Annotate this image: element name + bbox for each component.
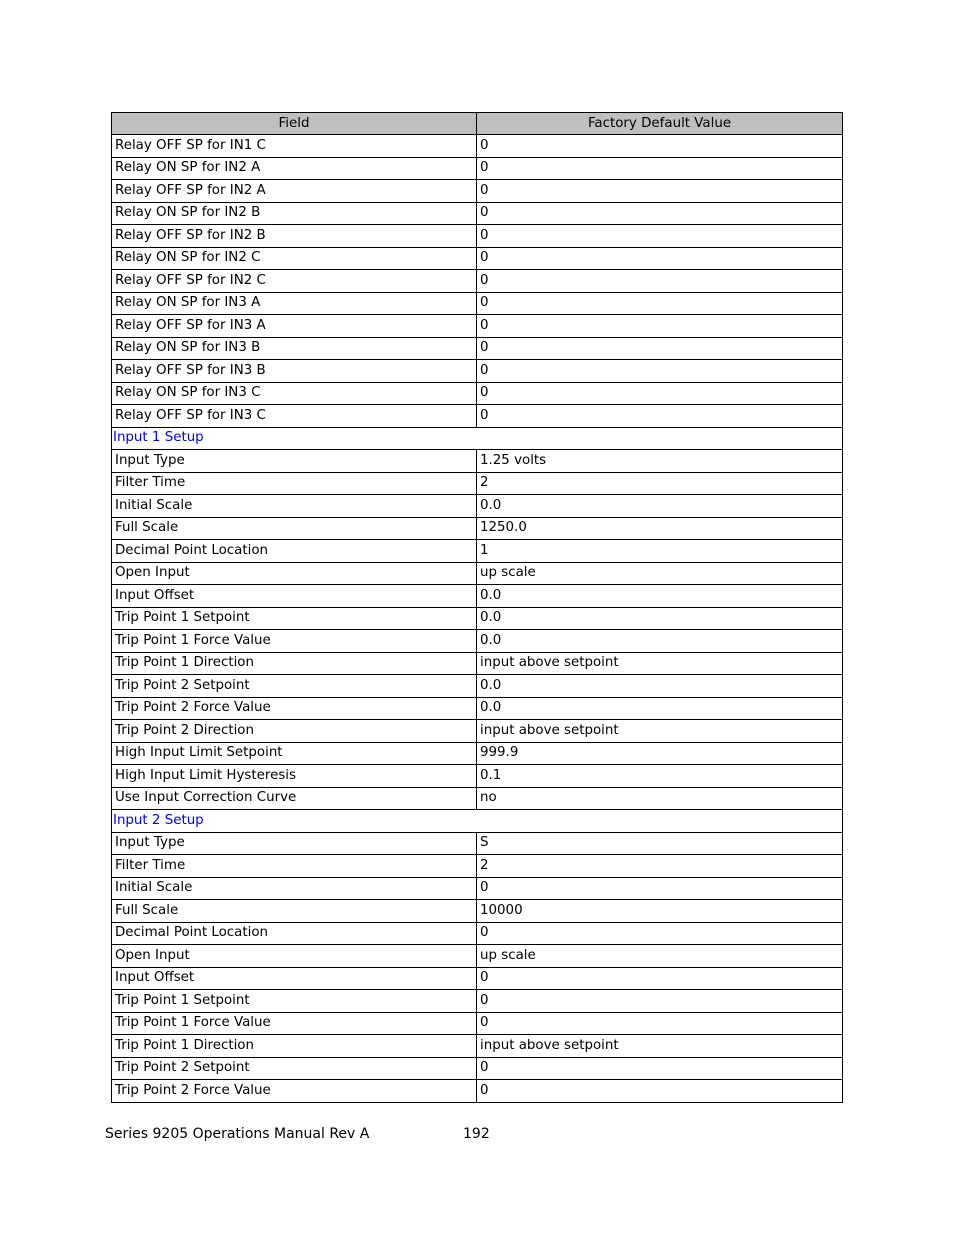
default-value-cell: 0 <box>477 1057 843 1080</box>
field-cell: Initial Scale <box>112 495 477 518</box>
table-row <box>112 652 843 675</box>
default-value-cell: no <box>477 787 843 810</box>
table-row <box>112 540 843 563</box>
default-value-cell: 0 <box>477 225 843 248</box>
default-value-cell: 0 <box>477 382 843 405</box>
column-header-field: Field <box>112 113 477 135</box>
field-cell: Use Input Correction Curve <box>112 787 477 810</box>
default-value-cell: 999.9 <box>477 742 843 765</box>
table-row <box>112 1012 843 1035</box>
field-cell: Relay OFF SP for IN3 C <box>112 405 477 428</box>
table-row <box>112 787 843 810</box>
table-row <box>112 202 843 225</box>
table-row <box>112 1080 843 1103</box>
field-cell: Filter Time <box>112 855 477 878</box>
table-row <box>112 337 843 360</box>
header-row <box>112 113 843 135</box>
field-cell: Trip Point 1 Setpoint <box>112 607 477 630</box>
section-header-row <box>112 810 843 833</box>
table-row <box>112 697 843 720</box>
default-value-cell: 0 <box>477 360 843 383</box>
field-cell: Trip Point 2 Force Value <box>112 1080 477 1103</box>
default-value-cell: 0 <box>477 337 843 360</box>
field-cell: Trip Point 2 Setpoint <box>112 675 477 698</box>
field-cell: Trip Point 2 Setpoint <box>112 1057 477 1080</box>
default-value-cell: 0.0 <box>477 675 843 698</box>
default-value-cell: up scale <box>477 562 843 585</box>
table-row <box>112 405 843 428</box>
table-row <box>112 360 843 383</box>
field-cell: Relay ON SP for IN3 A <box>112 292 477 315</box>
table-row <box>112 270 843 293</box>
table-header <box>112 113 843 135</box>
default-value-cell: 0 <box>477 1012 843 1035</box>
field-cell: High Input Limit Setpoint <box>112 742 477 765</box>
table-row <box>112 157 843 180</box>
field-cell: Trip Point 1 Force Value <box>112 1012 477 1035</box>
table-row <box>112 517 843 540</box>
table-row <box>112 607 843 630</box>
default-value-cell: 0 <box>477 315 843 338</box>
table-row <box>112 855 843 878</box>
default-value-cell: 0 <box>477 157 843 180</box>
default-value-cell: 1250.0 <box>477 517 843 540</box>
field-cell: Trip Point 1 Direction <box>112 652 477 675</box>
field-cell: Relay OFF SP for IN2 A <box>112 180 477 203</box>
field-cell: Input Offset <box>112 585 477 608</box>
field-cell: Filter Time <box>112 472 477 495</box>
field-cell: Open Input <box>112 562 477 585</box>
table-row <box>112 225 843 248</box>
default-value-cell: 10000 <box>477 900 843 923</box>
table-row <box>112 630 843 653</box>
field-cell: Full Scale <box>112 517 477 540</box>
field-cell: Trip Point 2 Direction <box>112 720 477 743</box>
default-value-cell: up scale <box>477 945 843 968</box>
field-cell: Relay OFF SP for IN2 B <box>112 225 477 248</box>
default-value-cell: 0 <box>477 877 843 900</box>
column-header-default-value: Factory Default Value <box>477 113 843 135</box>
section-title-link[interactable]: Input 2 Setup <box>112 810 843 833</box>
default-value-cell: 0 <box>477 202 843 225</box>
field-cell: High Input Limit Hysteresis <box>112 765 477 788</box>
table-row <box>112 472 843 495</box>
table-row <box>112 450 843 473</box>
default-value-cell: 0 <box>477 405 843 428</box>
table-row <box>112 382 843 405</box>
field-cell: Decimal Point Location <box>112 540 477 563</box>
table-body <box>112 135 843 1103</box>
table-row <box>112 562 843 585</box>
field-cell: Trip Point 2 Force Value <box>112 697 477 720</box>
section-title-link[interactable]: Input 1 Setup <box>112 427 843 450</box>
field-cell: Relay OFF SP for IN3 A <box>112 315 477 338</box>
field-cell: Trip Point 1 Direction <box>112 1035 477 1058</box>
table-row <box>112 495 843 518</box>
footer-page-number: 192 <box>463 1126 490 1142</box>
field-cell: Open Input <box>112 945 477 968</box>
default-value-cell: 0.0 <box>477 585 843 608</box>
default-value-cell: input above setpoint <box>477 652 843 675</box>
table-row <box>112 1057 843 1080</box>
default-value-cell: input above setpoint <box>477 720 843 743</box>
table-row <box>112 990 843 1013</box>
table-row <box>112 1035 843 1058</box>
factory-defaults-table <box>111 112 843 1103</box>
field-cell: Relay ON SP for IN2 C <box>112 247 477 270</box>
default-value-cell: S <box>477 832 843 855</box>
field-cell: Relay ON SP for IN3 C <box>112 382 477 405</box>
field-cell: Decimal Point Location <box>112 922 477 945</box>
table-row <box>112 585 843 608</box>
table-row <box>112 720 843 743</box>
table-row <box>112 292 843 315</box>
table-row <box>112 877 843 900</box>
default-value-cell: 2 <box>477 855 843 878</box>
default-value-cell: 0.1 <box>477 765 843 788</box>
table-row <box>112 765 843 788</box>
table-row <box>112 135 843 158</box>
default-value-cell: 0.0 <box>477 630 843 653</box>
default-value-cell: input above setpoint <box>477 1035 843 1058</box>
default-value-cell: 0 <box>477 1080 843 1103</box>
default-value-cell: 0 <box>477 270 843 293</box>
default-value-cell: 2 <box>477 472 843 495</box>
footer-document-title: Series 9205 Operations Manual Rev A <box>105 1126 370 1142</box>
field-cell: Relay ON SP for IN3 B <box>112 337 477 360</box>
default-value-cell: 1 <box>477 540 843 563</box>
table-row <box>112 832 843 855</box>
table-row <box>112 967 843 990</box>
field-cell: Input Offset <box>112 967 477 990</box>
default-value-cell: 1.25 volts <box>477 450 843 473</box>
default-value-cell: 0 <box>477 247 843 270</box>
default-value-cell: 0 <box>477 990 843 1013</box>
table-row <box>112 247 843 270</box>
default-value-cell: 0 <box>477 922 843 945</box>
table-row <box>112 922 843 945</box>
field-cell: Input Type <box>112 832 477 855</box>
default-value-cell: 0.0 <box>477 495 843 518</box>
table-row <box>112 675 843 698</box>
field-cell: Input Type <box>112 450 477 473</box>
default-value-cell: 0 <box>477 135 843 158</box>
field-cell: Full Scale <box>112 900 477 923</box>
default-value-cell: 0 <box>477 967 843 990</box>
section-header-row <box>112 427 843 450</box>
table-row <box>112 945 843 968</box>
field-cell: Trip Point 1 Force Value <box>112 630 477 653</box>
default-value-cell: 0.0 <box>477 697 843 720</box>
default-value-cell: 0.0 <box>477 607 843 630</box>
field-cell: Initial Scale <box>112 877 477 900</box>
field-cell: Trip Point 1 Setpoint <box>112 990 477 1013</box>
field-cell: Relay OFF SP for IN1 C <box>112 135 477 158</box>
table-row <box>112 180 843 203</box>
field-cell: Relay ON SP for IN2 A <box>112 157 477 180</box>
table-row <box>112 742 843 765</box>
default-value-cell: 0 <box>477 180 843 203</box>
field-cell: Relay OFF SP for IN3 B <box>112 360 477 383</box>
table-row <box>112 315 843 338</box>
field-cell: Relay OFF SP for IN2 C <box>112 270 477 293</box>
default-value-cell: 0 <box>477 292 843 315</box>
table-row <box>112 900 843 923</box>
field-cell: Relay ON SP for IN2 B <box>112 202 477 225</box>
